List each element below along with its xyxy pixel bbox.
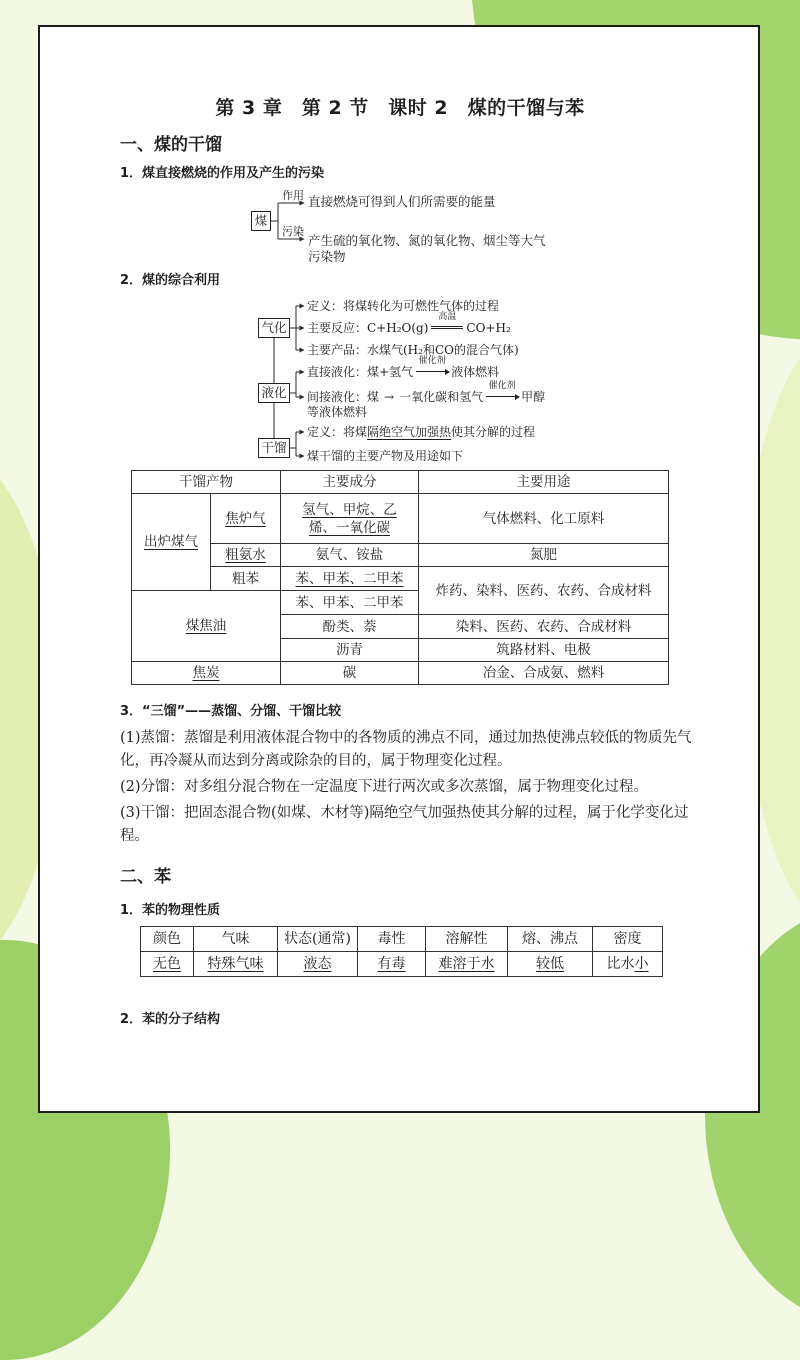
indirect-liquefaction-continuation: 等液体燃料 [307, 405, 368, 419]
section-heading-coal-carbonization: 一、煤的干馏 [120, 135, 222, 155]
crude-ammonia-components: 氨气、铵盐 [281, 544, 419, 567]
crude-ammonia-uses: 氮肥 [419, 544, 669, 567]
coal-root-box: 煤 [251, 211, 271, 231]
carbonization-box: 干馏 [258, 438, 290, 458]
density-prefix: 比水 [606, 956, 635, 972]
coke-oven-gas-components-cell [281, 494, 419, 544]
coke-label: 焦炭 [132, 662, 281, 685]
direct-liquefaction-product: 液体燃料 [451, 365, 500, 379]
header-density: 密度 [593, 927, 663, 952]
header-uses: 主要用途 [419, 471, 669, 494]
value-color: 无色 [141, 952, 194, 977]
phenols-uses: 染料、医药、农药、合成材料 [419, 615, 669, 639]
indirect-intermediate: 一氧化碳和氢气 [399, 390, 484, 404]
carbonization-definition [307, 425, 535, 439]
crude-ammonia-name: 粗氨水 [211, 544, 281, 567]
pollution-text: 产生硫的氧化物、氮的氧化物、烟尘等大气污染物 [308, 233, 546, 264]
gasification-definition: 定义：将煤转化为可燃性气体的过程 [307, 299, 500, 313]
table-row [132, 662, 669, 685]
indirect-liquefaction-start: 间接液化：煤 [307, 390, 380, 404]
direct-arrow-line [416, 371, 448, 372]
text-line: 程。 [120, 828, 149, 844]
carbonization-note: 煤干馏的主要产物及用途如下 [307, 449, 464, 463]
subheading-direct-burning: 1．煤直接燃烧的作用及产生的污染 [120, 166, 325, 181]
function-label: 作用 [282, 189, 304, 202]
gasification-box: 气化 [258, 318, 290, 338]
page-title: 第 3 章 第 2 节 课时 2 煤的干馏与苯 [215, 97, 585, 119]
subheading-benzene-physical-properties: 1．苯的物理性质 [120, 903, 221, 918]
crude-benzene-name: 粗苯 [211, 567, 281, 591]
header-toxicity: 毒性 [358, 927, 426, 952]
section-heading-benzene: 二、苯 [120, 867, 171, 887]
aromatics-uses: 炸药、染料、医药、农药、合成材料 [419, 567, 669, 615]
pollution-text-wrapper [308, 233, 549, 265]
carbonization-key-strong-heat: 加强热 [415, 425, 452, 439]
coke-components: 碳 [281, 662, 419, 685]
subheading-benzene-structure: 2．苯的分子结构 [120, 1012, 221, 1027]
direct-liquefaction [307, 356, 500, 379]
header-odor: 气味 [194, 927, 278, 952]
direct-liquefaction-condition-arrow [416, 356, 448, 377]
direct-liquefaction-reactants: 直接液化：煤+氢气 [307, 365, 414, 379]
indirect-catalyst-text: 催化剂 [488, 381, 516, 391]
pitch-uses: 筑路材料、电极 [419, 639, 669, 662]
distillation-comparison-text [120, 727, 692, 848]
table-row [132, 567, 669, 591]
indirect-liquefaction [307, 381, 546, 404]
header-solubility: 溶解性 [426, 927, 508, 952]
text-line: (3)干馏：把固态混合物(如煤、木材等)隔绝空气加强热使其分解的过程，属于化学变化过 [120, 805, 689, 821]
reaction-reactants: 主要反应：C+H₂O(g) [307, 321, 429, 335]
dry-distillation-paragraph [120, 802, 692, 848]
coke-oven-gas-uses: 气体燃料、化工原料 [419, 494, 669, 544]
value-melting-boiling-point: 较低 [508, 952, 593, 977]
crude-benzene-components: 苯、甲苯、二甲苯 [281, 567, 419, 591]
distillation-paragraph [120, 727, 692, 773]
indirect-arrow-line [486, 396, 518, 397]
density-answer: 小 [634, 956, 649, 972]
gasification-reaction [307, 312, 511, 335]
reaction-condition-equals [431, 312, 463, 333]
header-color: 颜色 [141, 927, 194, 952]
subheading-utilization: 2．煤的综合利用 [120, 273, 221, 288]
liquefaction-box: 液化 [258, 383, 290, 403]
fractional-distillation-paragraph [120, 776, 692, 799]
furnace-gas-label: 出炉煤气 [132, 494, 211, 591]
text-line: 化，再冷凝从而达到分离或除杂的目的，属于物理变化过程。 [120, 753, 512, 769]
text-line: (2)分馏：对多组分混合物在一定温度下进行两次或多次蒸馏，属于物理变化过程。 [120, 779, 649, 795]
right-arrow-icon: → [384, 390, 395, 404]
function-text: 直接燃烧可得到人们所需要的能量 [308, 194, 496, 209]
reaction-double-line [431, 326, 463, 329]
coke-oven-gas-components: 氢气、甲烷、乙烯、一氧化碳 [302, 501, 397, 536]
indirect-product: 甲醇 [521, 390, 546, 404]
pitch-components: 沥青 [281, 639, 419, 662]
table-row [132, 544, 669, 567]
reaction-products: CO+H₂ [466, 321, 511, 335]
properties-header-row [141, 927, 663, 952]
pollution-label: 污染 [282, 225, 304, 238]
value-density [593, 952, 663, 977]
header-state: 状态(通常) [278, 927, 358, 952]
table-row [132, 494, 669, 544]
benzene-properties-table [140, 926, 663, 977]
header-components: 主要成分 [281, 471, 419, 494]
carbonization-products-table [131, 470, 669, 685]
carbonization-definition-start: 定义：将煤 [307, 425, 368, 439]
coke-uses: 冶金、合成氨、燃料 [419, 662, 669, 685]
value-toxicity: 有毒 [358, 952, 426, 977]
value-solubility: 难溶于水 [426, 952, 508, 977]
coal-tar-aromatics: 苯、甲苯、二甲苯 [281, 591, 419, 615]
text-line: (1)蒸馏：蒸馏是利用液体混合物中的各物质的沸点不同，通过加热使沸点较低的物质先气 [120, 730, 692, 746]
value-state: 液态 [278, 952, 358, 977]
header-product: 干馏产物 [132, 471, 281, 494]
carbonization-definition-end: 使其分解的过程 [451, 425, 536, 439]
direct-catalyst-text: 催化剂 [418, 356, 446, 366]
coke-oven-gas-name: 焦炉气 [211, 494, 281, 544]
indirect-liquefaction-condition-arrow [486, 381, 518, 402]
gasification-product: 主要产品：水煤气(H₂和CO的混合气体) [307, 343, 519, 357]
properties-value-row [141, 952, 663, 977]
table-header-row [132, 471, 669, 494]
subheading-three-distillations: 3．“三馏”——蒸馏、分馏、干馏比较 [120, 704, 342, 719]
carbonization-key-air-isolation: 隔绝空气 [367, 425, 416, 439]
value-odor: 特殊气味 [194, 952, 278, 977]
header-melting-boiling-point: 熔、沸点 [508, 927, 593, 952]
phenols-components: 酚类、萘 [281, 615, 419, 639]
reaction-condition-text: 高温 [438, 312, 457, 322]
coal-tar-label: 煤焦油 [132, 591, 281, 662]
